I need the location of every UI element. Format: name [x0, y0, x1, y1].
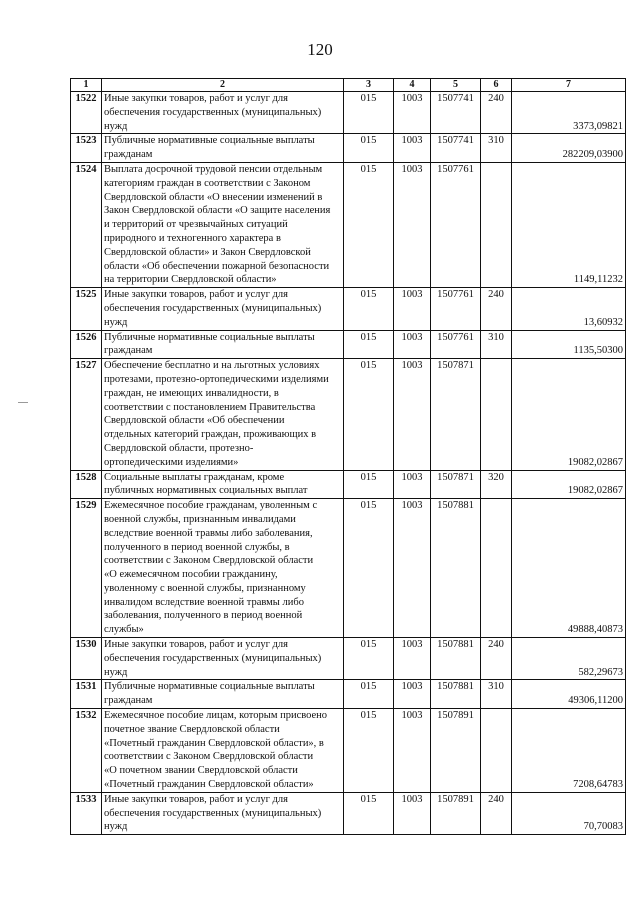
row-name: Иные закупки товаров, работ и услуг для обеспечения государственных (муниципальных) нужд — [102, 638, 344, 680]
row-col4: 1003 — [394, 709, 431, 793]
row-col5: 1507761 — [431, 330, 481, 359]
row-amount: 49888,40873 — [512, 499, 626, 638]
table-row — [71, 680, 626, 709]
row-name: Ежемесячное пособие лицам, которым присвоено почетное звание Свердловской области «Почетный гражданин Свердловской области», в соответствии с Законом Свердловской области «О почетном звании Свердловской области «Почетный гражданин Свердловской области» — [102, 709, 344, 793]
row-amount: 19082,02867 — [512, 470, 626, 499]
row-col6: 310 — [481, 330, 512, 359]
row-col3: 015 — [344, 470, 394, 499]
row-number: 1529 — [71, 499, 102, 638]
row-amount: 3373,09821 — [512, 92, 626, 134]
row-col5: 1507881 — [431, 638, 481, 680]
row-number: 1528 — [71, 470, 102, 499]
row-col5: 1507891 — [431, 709, 481, 793]
row-col6 — [481, 499, 512, 638]
row-col5: 1507871 — [431, 470, 481, 499]
row-col6: 310 — [481, 680, 512, 709]
row-col5: 1507741 — [431, 92, 481, 134]
row-name: Публичные нормативные социальные выплаты гражданам — [102, 680, 344, 709]
table-row — [71, 499, 626, 638]
page-number: 120 — [307, 40, 333, 59]
row-col6 — [481, 162, 512, 287]
row-col3: 015 — [344, 792, 394, 834]
row-col4: 1003 — [394, 288, 431, 330]
header-col-3: 3 — [344, 79, 394, 92]
row-col5: 1507871 — [431, 359, 481, 470]
row-col4: 1003 — [394, 638, 431, 680]
row-amount: 582,29673 — [512, 638, 626, 680]
margin-mark — [18, 402, 28, 403]
row-col4: 1003 — [394, 470, 431, 499]
row-col6: 320 — [481, 470, 512, 499]
row-amount: 70,70083 — [512, 792, 626, 834]
row-col5: 1507761 — [431, 288, 481, 330]
row-col4: 1003 — [394, 499, 431, 638]
row-name: Публичные нормативные социальные выплаты гражданам — [102, 330, 344, 359]
row-number: 1524 — [71, 162, 102, 287]
header-col-7: 7 — [512, 79, 626, 92]
row-col6: 310 — [481, 134, 512, 163]
row-number: 1531 — [71, 680, 102, 709]
row-col4: 1003 — [394, 359, 431, 470]
row-col3: 015 — [344, 680, 394, 709]
row-col5: 1507881 — [431, 499, 481, 638]
row-amount: 1135,50300 — [512, 330, 626, 359]
row-name: Выплата досрочной трудовой пенсии отдельным категориям граждан в соответствии с Законом Свердловской области «О внесении изменений в Закон Свердловской области «О защите населения и территорий от чрезвычайных ситуаций природного и техногенного характера в Свердловской области» и Закон Свердловской области «Об обеспечении пожарной безопасности на территории Свердловской области» — [102, 162, 344, 287]
row-number: 1533 — [71, 792, 102, 834]
header-col-6: 6 — [481, 79, 512, 92]
table-row — [71, 92, 626, 134]
row-col6: 240 — [481, 792, 512, 834]
row-number: 1526 — [71, 330, 102, 359]
row-col3: 015 — [344, 638, 394, 680]
row-name: Обеспечение бесплатно и на льготных условиях протезами, протезно-ортопедическими изделиями граждан, не имеющих инвалидности, в соответствии с постановлением Правительства Свердловской области «Об обеспечении отдельных категорий граждан, проживающих в Свердловской области, протезно- ортопедическими изделиями» — [102, 359, 344, 470]
row-name: Иные закупки товаров, работ и услуг для обеспечения государственных (муниципальных) нужд — [102, 92, 344, 134]
row-number: 1523 — [71, 134, 102, 163]
row-name: Иные закупки товаров, работ и услуг для обеспечения государственных (муниципальных) нужд — [102, 288, 344, 330]
table-row — [71, 638, 626, 680]
header-col-4: 4 — [394, 79, 431, 92]
row-number: 1532 — [71, 709, 102, 793]
table-row — [71, 709, 626, 793]
row-col4: 1003 — [394, 680, 431, 709]
table-row — [71, 288, 626, 330]
row-col3: 015 — [344, 330, 394, 359]
header-row — [71, 79, 626, 92]
row-col4: 1003 — [394, 792, 431, 834]
row-amount: 49306,11200 — [512, 680, 626, 709]
header-col-5: 5 — [431, 79, 481, 92]
row-col4: 1003 — [394, 162, 431, 287]
row-col3: 015 — [344, 359, 394, 470]
row-amount: 19082,02867 — [512, 359, 626, 470]
row-col5: 1507881 — [431, 680, 481, 709]
row-amount: 282209,03900 — [512, 134, 626, 163]
row-number: 1527 — [71, 359, 102, 470]
row-col6: 240 — [481, 638, 512, 680]
row-col3: 015 — [344, 92, 394, 134]
header-col-1: 1 — [71, 79, 102, 92]
row-number: 1525 — [71, 288, 102, 330]
row-col6 — [481, 359, 512, 470]
row-amount: 7208,64783 — [512, 709, 626, 793]
row-number: 1522 — [71, 92, 102, 134]
row-col4: 1003 — [394, 92, 431, 134]
row-name: Ежемесячное пособие гражданам, уволенным с военной службы, признанным инвалидами вследствие военной травмы либо заболевания, полученного в период военной службы, в соответствии с Законом Свердловской области «О ежемесячном пособии гражданину, уволенному с военной службы, признанному инвалидом вследствие военной травмы либо заболевания, полученного в период военной службы» — [102, 499, 344, 638]
row-name: Иные закупки товаров, работ и услуг для обеспечения государственных (муниципальных) нужд — [102, 792, 344, 834]
row-col6: 240 — [481, 288, 512, 330]
row-col4: 1003 — [394, 134, 431, 163]
row-col5: 1507741 — [431, 134, 481, 163]
row-number: 1530 — [71, 638, 102, 680]
row-col3: 015 — [344, 134, 394, 163]
table-row — [71, 162, 626, 287]
row-name: Публичные нормативные социальные выплаты гражданам — [102, 134, 344, 163]
row-col3: 015 — [344, 499, 394, 638]
budget-table — [70, 78, 626, 835]
row-col6: 240 — [481, 92, 512, 134]
row-col3: 015 — [344, 709, 394, 793]
row-amount: 13,60932 — [512, 288, 626, 330]
row-col3: 015 — [344, 162, 394, 287]
table-row — [71, 359, 626, 470]
table-row — [71, 330, 626, 359]
row-col4: 1003 — [394, 330, 431, 359]
row-col5: 1507761 — [431, 162, 481, 287]
row-name: Социальные выплаты гражданам, кроме публичных нормативных социальных выплат — [102, 470, 344, 499]
table-row — [71, 470, 626, 499]
row-col3: 015 — [344, 288, 394, 330]
row-col6 — [481, 709, 512, 793]
header-col-2: 2 — [102, 79, 344, 92]
table-row — [71, 134, 626, 163]
table-row — [71, 792, 626, 834]
row-col5: 1507891 — [431, 792, 481, 834]
row-amount: 1149,11232 — [512, 162, 626, 287]
